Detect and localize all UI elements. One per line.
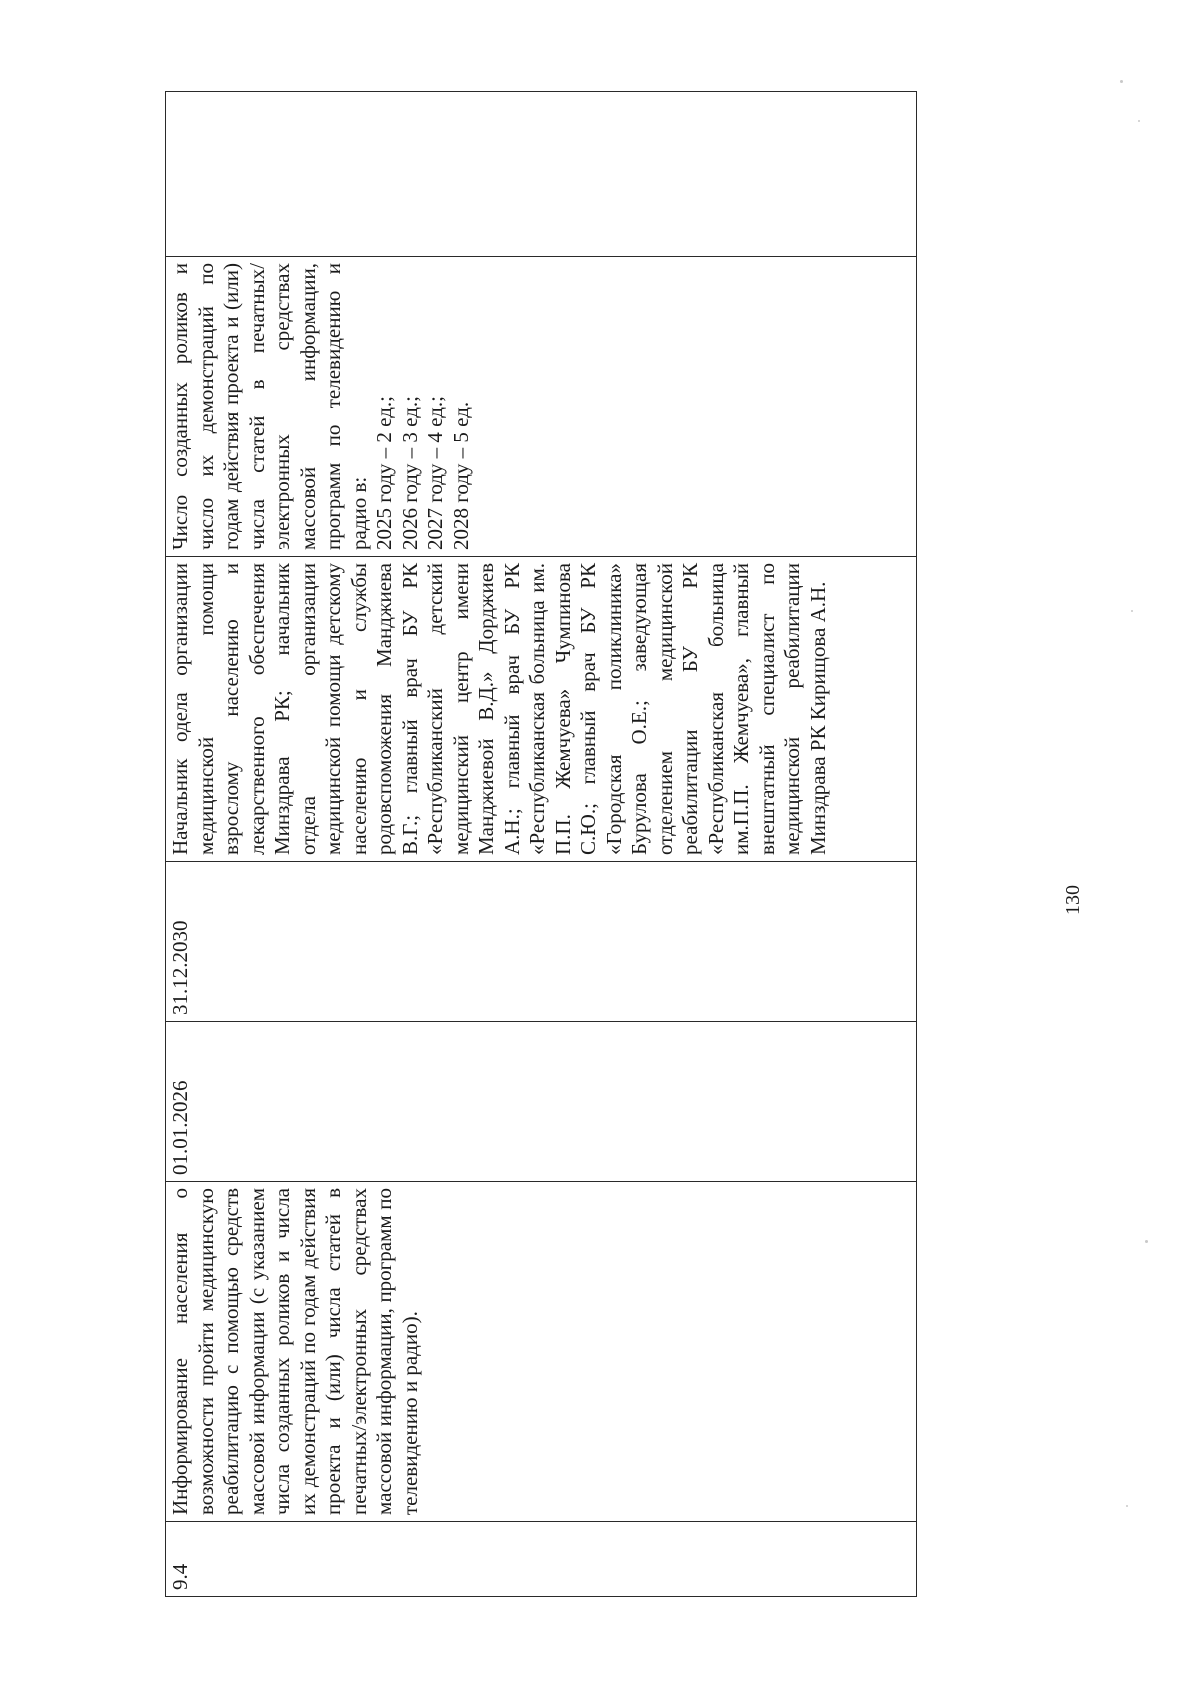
indicator-year-3: 2027 году – 4 ед.; xyxy=(423,396,447,550)
table-row xyxy=(166,92,917,1597)
responsible-text: Начальник одела организации медицинской помощи взрослому населению и лекарственного обеспечения Минздрава РК; начальник отдела организации медицинской помощи детскому населению и службы родовспоможения Манджиева В.Г.; главный врач БУ РК «Республиканский детский медицинский центр имени Манджиевой В.Д.» Дорджиев А.Н.; главный врач БУ РК «Республиканская больница им. П.П. Жемчуева» Чумпинова С.Ю.; главный врач БУ РК «Городская поликлиника» Бурулова О.Е.; заведующая отделением медицинской реабилитации БУ РК «Республиканская больница им.П.П. Жемчуева», главный внештатный специалист по медицинской реабилитации Минздрава РК Кирищова А.Н. xyxy=(168,563,830,855)
end-date-cell xyxy=(166,862,917,1022)
empty-cell xyxy=(166,92,917,257)
indicator-intro: Число созданных роликов и число их демонстраций по годам действия проекта и (или) числа статей в печатных/электронных средствах массовой информации, программ по телевидению и радио в: xyxy=(168,263,371,550)
scan-noise xyxy=(1131,610,1133,612)
indicator-year-1: 2025 году – 2 ед.; xyxy=(372,396,396,550)
indicator-year-4: 2028 году – 5 ед. xyxy=(448,401,473,550)
indicator-year-2: 2026 году – 3 ед.; xyxy=(397,396,422,550)
activity-text: Информирование населения о возможности пройти медицинскую реабилитацию с помощью средств массовой информации (с указанием числа созданных роликов и числа их демонстраций по годам действия проекта и (или) числа статей в печатных/электронных средствах массовой информации, программ по телевидению и радио). xyxy=(168,1188,422,1515)
indicator-cell xyxy=(166,257,917,557)
end-date: 31.12.2030 xyxy=(168,920,192,1015)
scan-noise xyxy=(1120,80,1123,83)
start-date: 01.01.2026 xyxy=(168,1080,192,1175)
start-date-cell xyxy=(166,1022,917,1182)
item-number-cell xyxy=(166,1522,917,1597)
scan-noise xyxy=(1126,1505,1128,1507)
responsible-cell xyxy=(166,557,917,862)
scan-noise xyxy=(1138,120,1140,122)
item-number: 9.4 xyxy=(168,1563,192,1590)
page-number: 130 xyxy=(1062,885,1084,915)
measures-table xyxy=(165,91,917,1597)
scan-noise xyxy=(1145,1240,1148,1243)
activity-cell xyxy=(166,1182,917,1522)
